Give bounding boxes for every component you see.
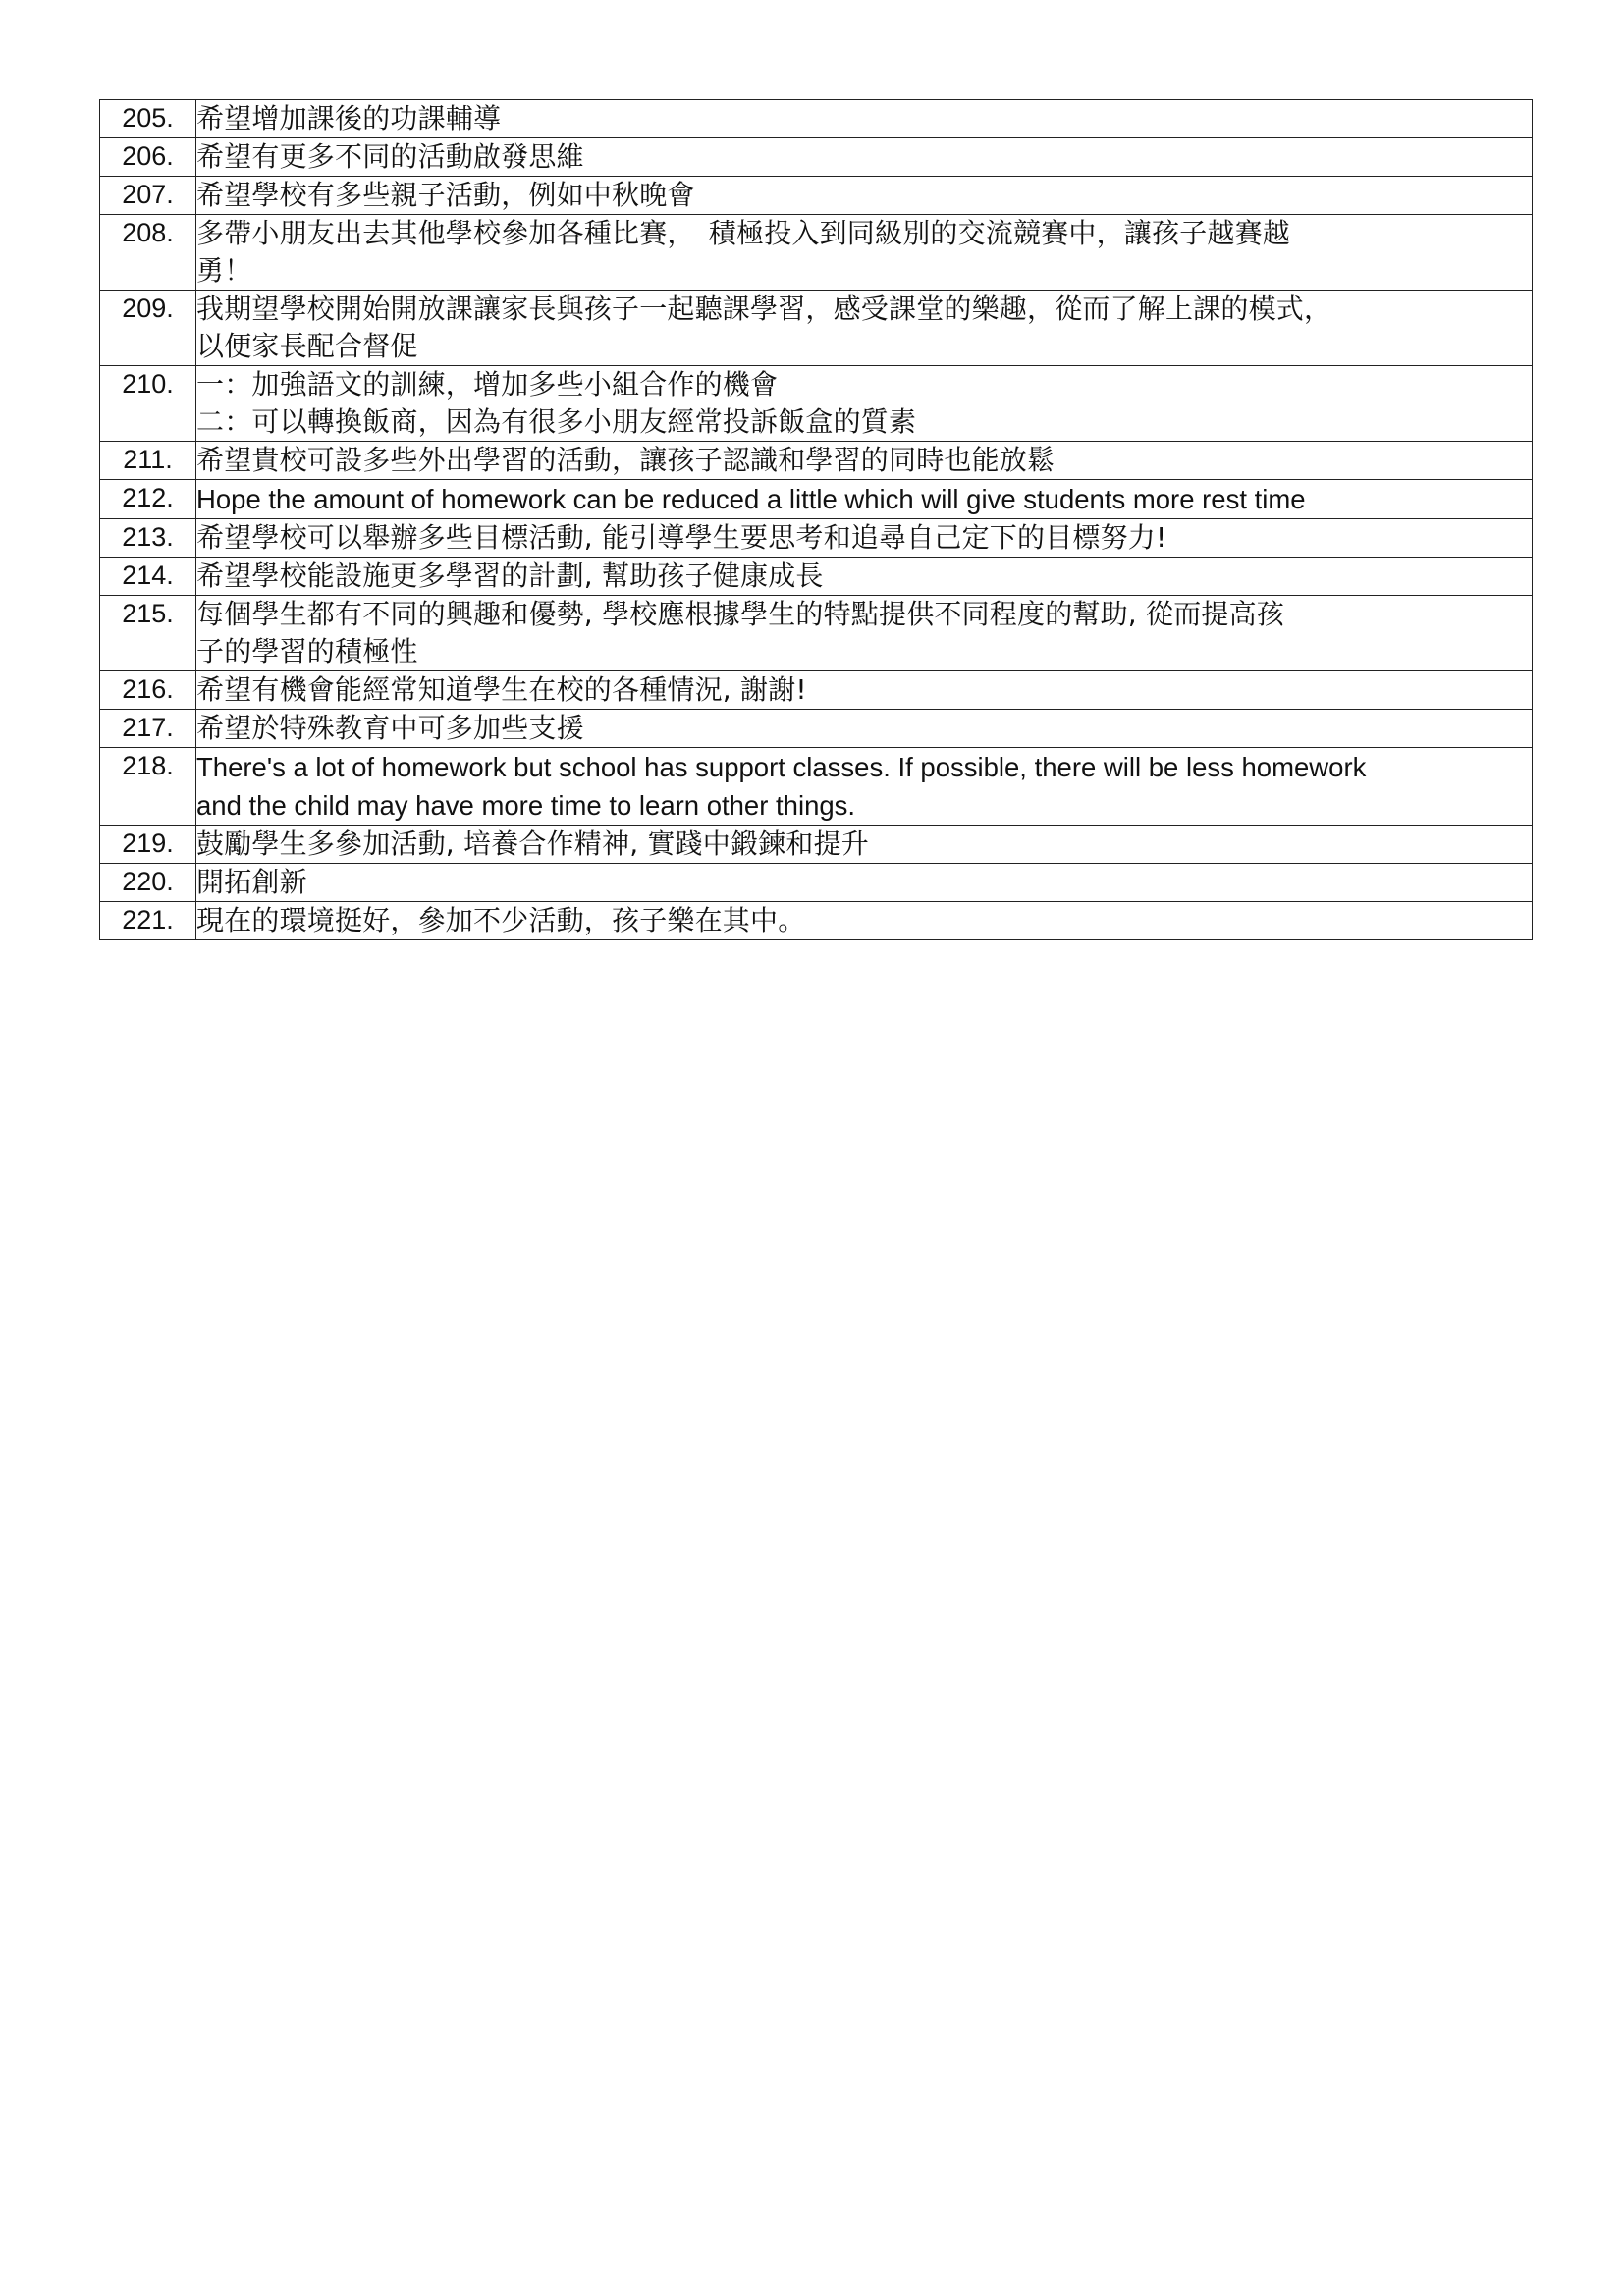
table-row [100,480,1533,519]
comment-line: 希望有機會能經常知道學生在校的各種情況, 謝謝! [196,673,807,706]
comment-text [196,864,1533,902]
comment-line: 二：可以轉換飯商，因為有很多小朋友經常投訴飯盒的質素 [196,405,917,438]
comment-line: 每個學生都有不同的興趣和優勢, 學校應根據學生的特點提供不同程度的幫助, 從而提高孩 [196,598,1285,630]
row-number: 210. [100,366,196,442]
row-number: 217. [100,710,196,748]
comment-text [196,671,1533,710]
comment-text [196,138,1533,177]
table-row [100,177,1533,215]
comment-text [196,596,1533,671]
comment-line: 開拓創新 [196,866,307,898]
comments-table-body [100,100,1533,940]
comment-line: Hope the amount of homework can be reduced a little which will give students more rest time [196,484,1306,514]
comment-line: 希望增加課後的功課輔導 [196,102,502,134]
comment-line: 以便家長配合督促 [196,330,418,362]
comment-line: 希望學校可以舉辦多些目標活動, 能引導學生要思考和追尋自己定下的目標努力! [196,521,1167,554]
row-number: 211. [100,442,196,480]
table-row [100,826,1533,864]
table-row [100,215,1533,291]
row-number: 209. [100,291,196,366]
row-number: 208. [100,215,196,291]
comment-text [196,748,1533,826]
row-number: 215. [100,596,196,671]
comment-line: There's a lot of homework but school has support classes. If possible, there will be less homework [196,752,1367,782]
table-row [100,366,1533,442]
comment-line: 希望貴校可設多些外出學習的活動，讓孩子認識和學習的同時也能放鬆 [196,444,1056,476]
comment-text [196,826,1533,864]
comment-line: and the child may have more time to learn other things. [196,790,856,821]
comment-text [196,519,1533,558]
row-number: 219. [100,826,196,864]
table-row [100,596,1533,671]
row-number: 220. [100,864,196,902]
table-row [100,864,1533,902]
comments-table [99,99,1533,940]
row-number: 207. [100,177,196,215]
comment-text [196,480,1533,519]
comment-line: 一：加強語文的訓練，增加多些小組合作的機會 [196,368,779,400]
comment-line: 希望有更多不同的活動啟發思維 [196,140,584,173]
comment-line: 希望學校能設施更多學習的計劃, 幫助孩子健康成長 [196,560,824,592]
comment-text [196,215,1533,291]
row-number: 213. [100,519,196,558]
comment-text [196,442,1533,480]
row-number: 205. [100,100,196,138]
comment-line: 希望學校有多些親子活動，例如中秋晚會 [196,179,695,211]
comment-line: 子的學習的積極性 [196,635,418,667]
comment-line: 現在的環境挺好，參加不少活動，孩子樂在其中。 [196,904,806,936]
comment-line: 多帶小朋友出去其他學校參加各種比賽， 積極投入到同級別的交流競賽中，讓孩子越賽越 [196,217,1291,249]
table-row [100,671,1533,710]
comment-text [196,177,1533,215]
comment-text [196,710,1533,748]
row-number: 216. [100,671,196,710]
table-row [100,558,1533,596]
comment-line: 勇！ [196,254,252,287]
table-row [100,442,1533,480]
comment-line: 我期望學校開始開放課讓家長與孩子一起聽課學習，感受課堂的樂趣，從而了解上課的模式， [196,293,1332,325]
row-number: 218. [100,748,196,826]
comment-text [196,366,1533,442]
comment-line: 鼓勵學生多參加活動, 培養合作精神, 實踐中鍛鍊和提升 [196,828,870,860]
table-row [100,748,1533,826]
row-number: 212. [100,480,196,519]
comment-text [196,902,1533,940]
table-row [100,100,1533,138]
row-number: 221. [100,902,196,940]
table-row [100,710,1533,748]
table-row [100,902,1533,940]
comment-text [196,291,1533,366]
table-row [100,291,1533,366]
row-number: 214. [100,558,196,596]
comment-text [196,100,1533,138]
comment-line: 希望於特殊教育中可多加些支援 [196,712,584,744]
row-number: 206. [100,138,196,177]
comment-text [196,558,1533,596]
table-row [100,138,1533,177]
table-row [100,519,1533,558]
